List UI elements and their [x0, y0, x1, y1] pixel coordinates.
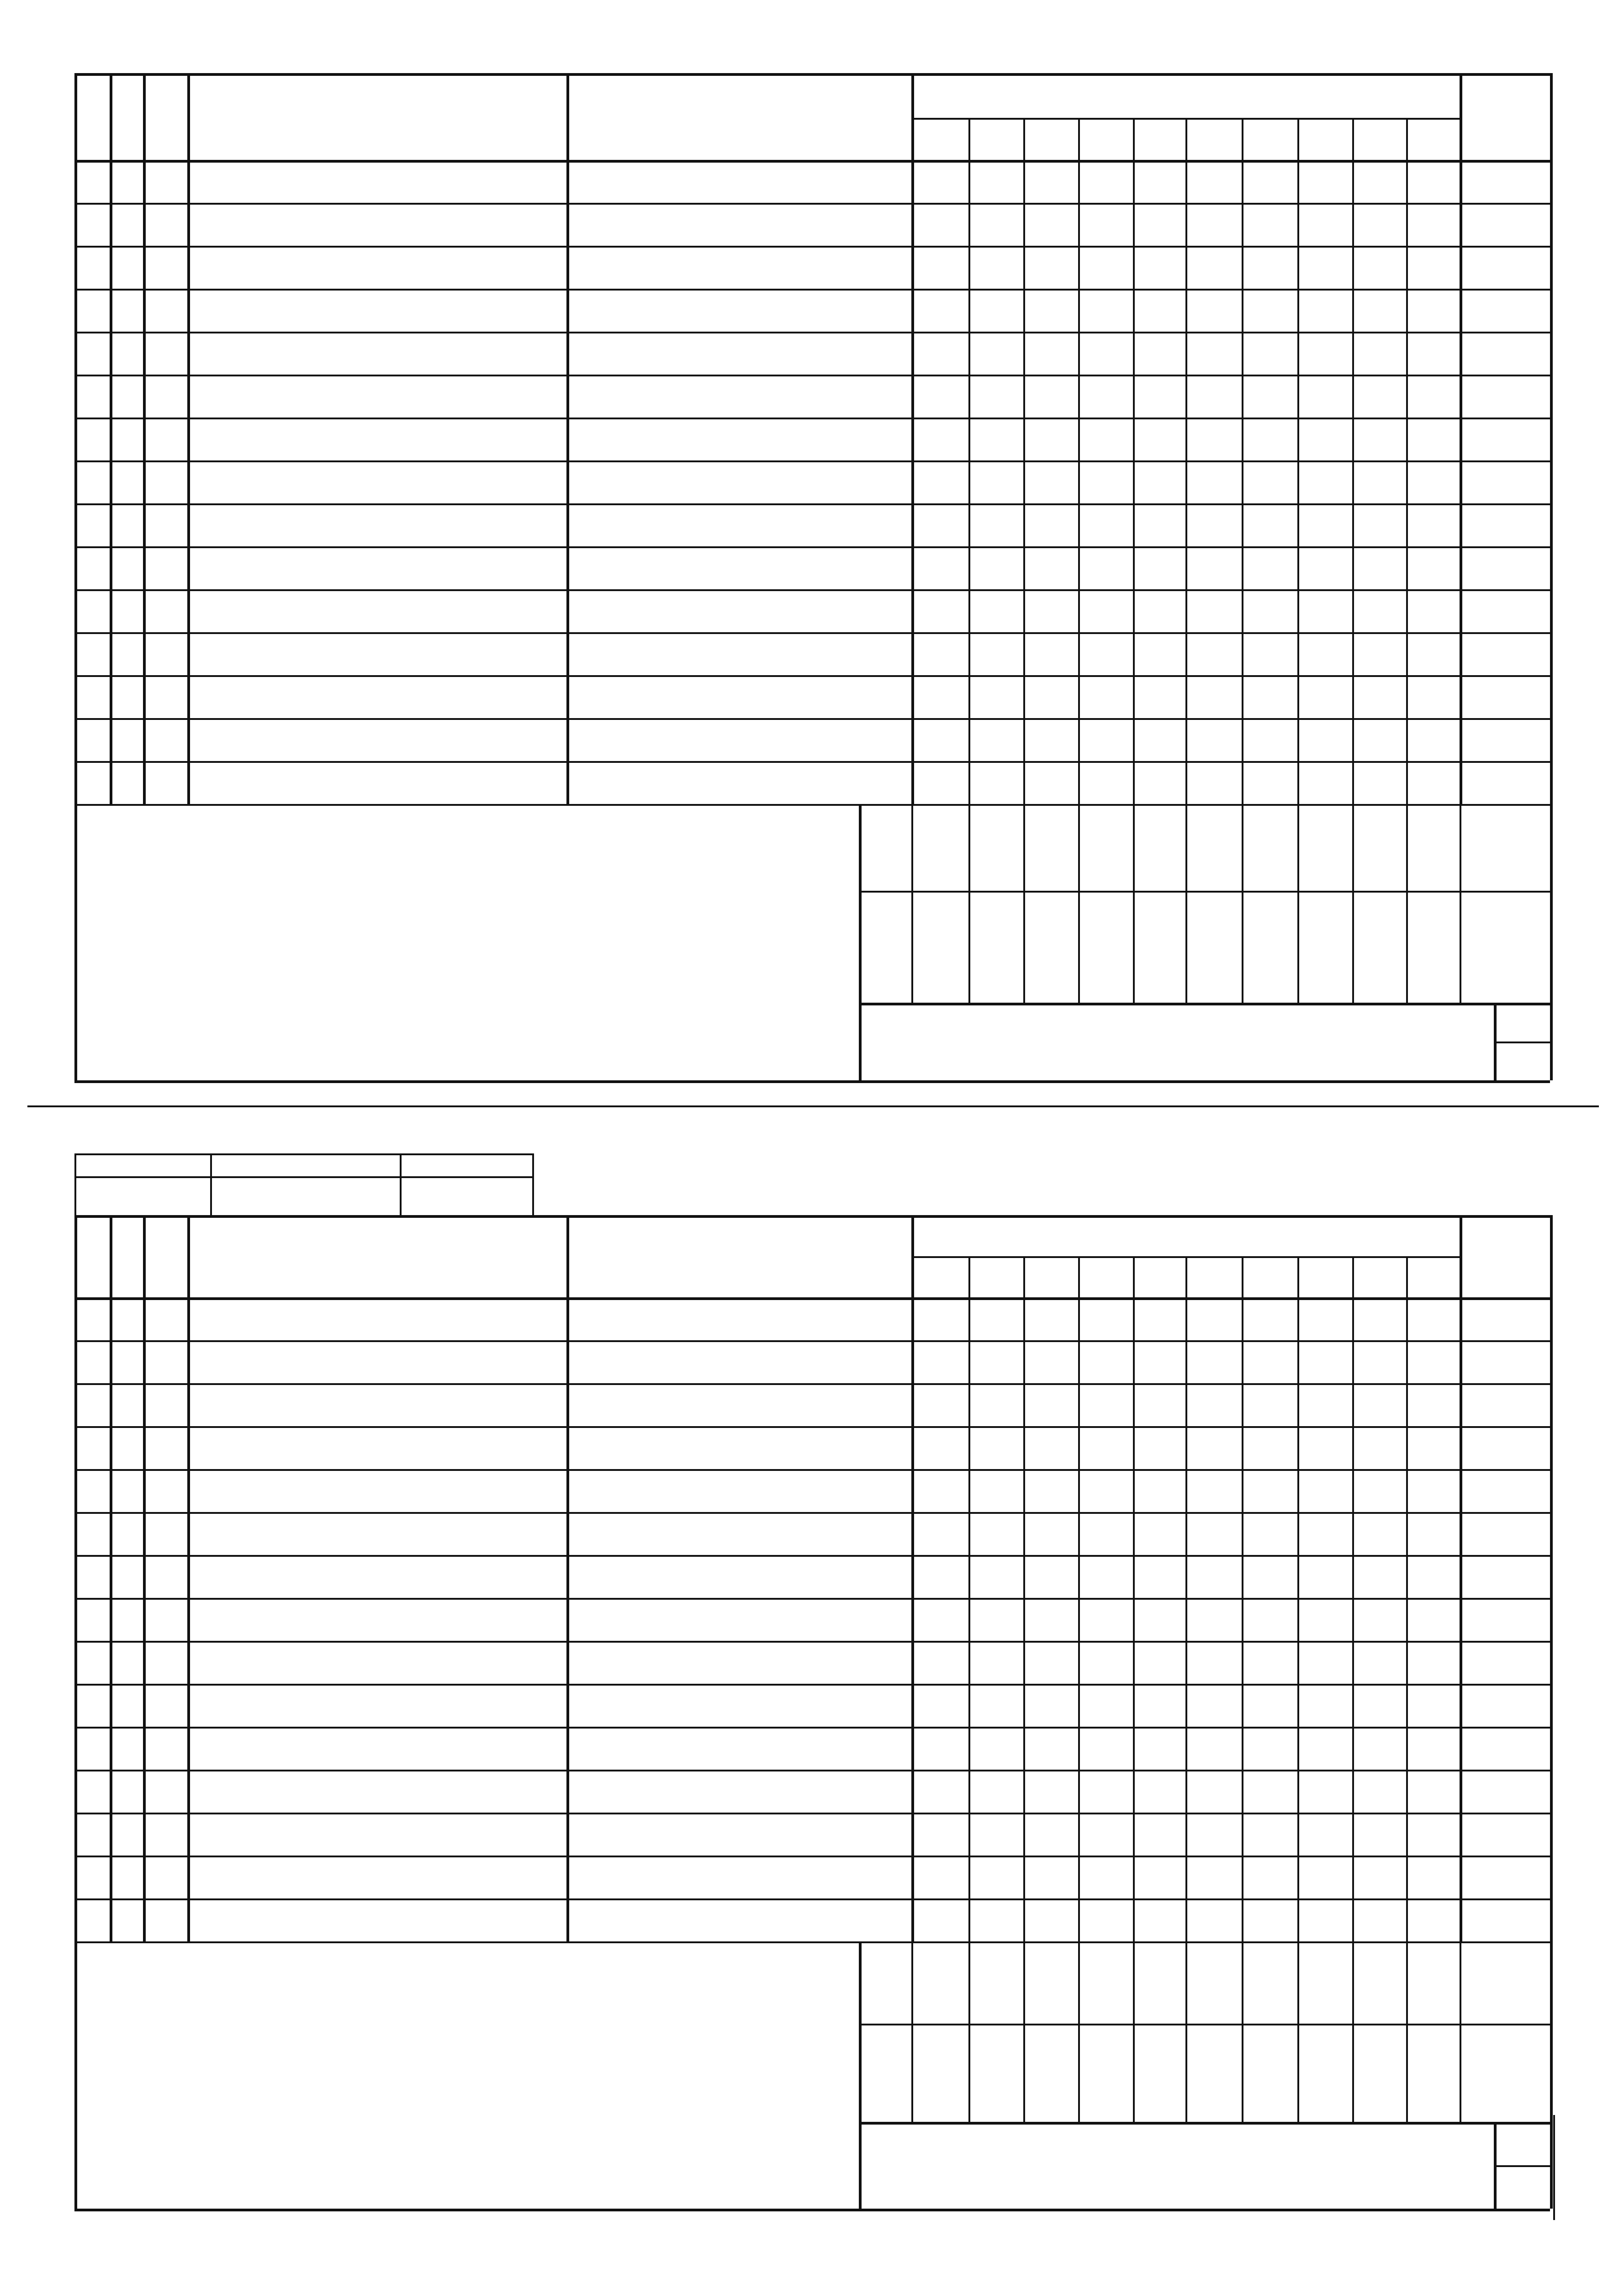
- rule-line: [911, 1941, 913, 2122]
- rule-line: [1352, 1941, 1354, 2122]
- rule-line: [1550, 1215, 1553, 2209]
- rule-line: [74, 1512, 1550, 1514]
- rule-line: [74, 1469, 1550, 1471]
- rule-line: [74, 761, 1550, 763]
- rule-line: [1185, 1941, 1187, 2122]
- rule-line: [1553, 2115, 1555, 2220]
- rule-line: [74, 160, 1550, 163]
- rule-line: [1406, 1941, 1408, 2122]
- rule-line: [859, 2122, 1550, 2125]
- rule-line: [74, 460, 1550, 462]
- rule-line: [143, 73, 146, 804]
- rule-line: [74, 1898, 1550, 1900]
- rule-line: [74, 1941, 1550, 1943]
- rule-line: [74, 1297, 1550, 1300]
- rule-line: [1460, 1941, 1461, 2122]
- rule-line: [74, 1770, 1550, 1771]
- rule-line: [74, 718, 1550, 720]
- rule-line: [968, 1941, 970, 2122]
- rule-line: [110, 1215, 112, 1941]
- rule-line: [1023, 1941, 1025, 2122]
- rule-line: [74, 1598, 1550, 1600]
- rule-line: [210, 1153, 212, 1215]
- rule-line: [1078, 804, 1080, 1003]
- rule-line: [1494, 1042, 1550, 1043]
- rule-line: [400, 1153, 402, 1215]
- rule-line: [74, 1383, 1550, 1385]
- rule-line: [566, 73, 569, 804]
- rule-line: [1297, 804, 1299, 1003]
- rule-line: [74, 589, 1550, 591]
- rule-line: [187, 1215, 190, 1941]
- page-separator: [27, 1105, 1599, 1107]
- rule-line: [74, 1153, 532, 1155]
- rule-line: [74, 1153, 76, 1215]
- rule-line: [859, 1003, 1550, 1005]
- rule-line: [74, 246, 1550, 248]
- rule-line: [143, 1215, 146, 1941]
- rule-line: [74, 73, 1550, 76]
- rule-line: [110, 73, 112, 804]
- rule-line: [74, 332, 1550, 333]
- rule-line: [74, 1176, 532, 1178]
- rule-line: [566, 1215, 569, 1941]
- rule-line: [1406, 804, 1408, 1003]
- rule-line: [187, 73, 190, 804]
- rule-line: [74, 632, 1550, 634]
- rule-line: [1023, 804, 1025, 1003]
- rule-line: [1460, 73, 1462, 804]
- rule-line: [859, 1941, 862, 2209]
- rule-line: [911, 804, 913, 1003]
- rule-line: [1352, 804, 1354, 1003]
- rule-line: [1460, 804, 1461, 1003]
- rule-line: [74, 675, 1550, 677]
- rule-line: [74, 73, 77, 1080]
- rule-line: [911, 1215, 914, 1941]
- rule-line: [74, 1080, 1550, 1083]
- rule-line: [74, 1856, 1550, 1857]
- rule-line: [74, 418, 1550, 419]
- rule-line: [74, 1340, 1550, 1342]
- rule-line: [74, 1555, 1550, 1557]
- rule-line: [1494, 2165, 1550, 2167]
- rule-line: [1078, 1941, 1080, 2122]
- rule-line: [968, 804, 970, 1003]
- rule-line: [74, 2209, 1550, 2211]
- rule-line: [74, 1641, 1550, 1643]
- rule-line: [74, 375, 1550, 376]
- rule-line: [1297, 1941, 1299, 2122]
- rule-line: [1185, 804, 1187, 1003]
- rule-line: [911, 73, 914, 804]
- rule-line: [532, 1153, 534, 1215]
- rule-line: [74, 1426, 1550, 1428]
- rule-line: [859, 2024, 1550, 2025]
- rule-line: [74, 1215, 1550, 1218]
- rule-line: [74, 804, 1550, 806]
- rule-line: [1242, 804, 1243, 1003]
- rule-line: [74, 1684, 1550, 1686]
- rule-line: [1460, 1215, 1462, 1941]
- rule-line: [74, 546, 1550, 548]
- rule-line: [1133, 1941, 1135, 2122]
- rule-line: [74, 1215, 77, 2209]
- rule-line: [74, 1727, 1550, 1729]
- rule-line: [74, 1813, 1550, 1814]
- rule-line: [859, 891, 1550, 893]
- rule-line: [74, 503, 1550, 505]
- rule-line: [74, 203, 1550, 205]
- rule-line: [1133, 804, 1135, 1003]
- rule-line: [1242, 1941, 1243, 2122]
- rule-line: [1550, 73, 1553, 1080]
- rule-line: [859, 804, 862, 1080]
- rule-line: [74, 289, 1550, 291]
